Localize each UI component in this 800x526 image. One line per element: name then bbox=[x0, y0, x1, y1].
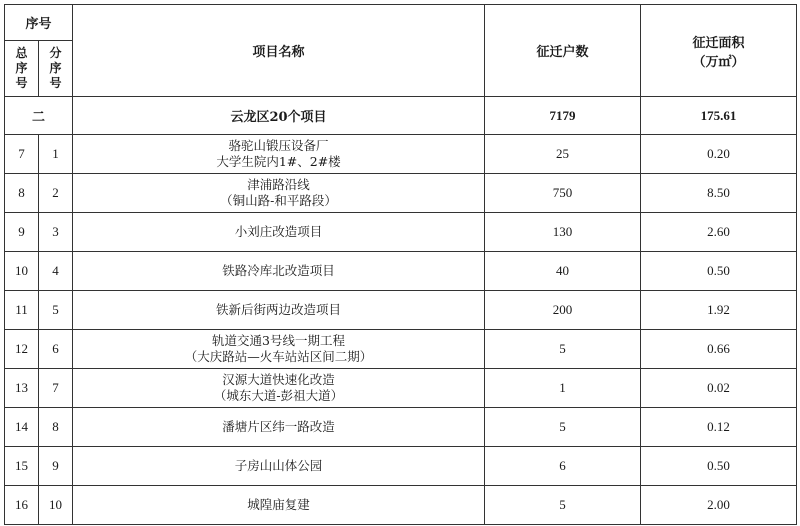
total-seq-cell: 16 bbox=[5, 486, 39, 525]
total-seq-cell: 8 bbox=[5, 174, 39, 213]
households-cell: 130 bbox=[485, 213, 641, 252]
households-cell: 1 bbox=[485, 369, 641, 408]
sub-seq-cell: 7 bbox=[39, 369, 73, 408]
area-cell: 0.20 bbox=[641, 135, 797, 174]
project-name-line1: 轨道交通3号线一期工程 bbox=[212, 333, 345, 348]
project-name-line1: 骆驼山锻压设备厂 bbox=[228, 138, 329, 153]
project-name-line1: 铁新后街两边改造项目 bbox=[216, 302, 342, 317]
table-row bbox=[5, 486, 797, 525]
project-name-line1: 铁路冷库北改造项目 bbox=[222, 263, 335, 278]
table-row bbox=[5, 213, 797, 252]
project-name-cell bbox=[73, 174, 485, 213]
project-name-cell bbox=[73, 252, 485, 291]
total-seq-cell: 9 bbox=[5, 213, 39, 252]
table-row bbox=[5, 135, 797, 174]
project-name-line2: 大学生院内1#、2#楼 bbox=[216, 154, 341, 169]
households-cell: 5 bbox=[485, 408, 641, 447]
area-cell: 0.02 bbox=[641, 369, 797, 408]
area-cell: 2.00 bbox=[641, 486, 797, 525]
project-name-line1: 城隍庙复建 bbox=[247, 497, 310, 512]
total-seq-cell: 15 bbox=[5, 447, 39, 486]
project-name-line2: （城东大道-彭祖大道） bbox=[213, 388, 344, 403]
area-header-line2: （万㎡） bbox=[692, 54, 745, 70]
project-name-cell bbox=[73, 135, 485, 174]
total-seq-cell: 12 bbox=[5, 330, 39, 369]
sub-seq-cell: 8 bbox=[39, 408, 73, 447]
table-row bbox=[5, 291, 797, 330]
project-name-cell bbox=[73, 291, 485, 330]
area-cell: 1.92 bbox=[641, 291, 797, 330]
group-label: 二 bbox=[5, 97, 73, 135]
households-cell: 25 bbox=[485, 135, 641, 174]
seq-header: 序号 bbox=[5, 5, 73, 41]
project-name-header: 项目名称 bbox=[73, 5, 485, 97]
project-name-cell bbox=[73, 330, 485, 369]
sub-seq-cell: 5 bbox=[39, 291, 73, 330]
table-row bbox=[5, 447, 797, 486]
sub-seq-cell: 6 bbox=[39, 330, 73, 369]
households-cell: 40 bbox=[485, 252, 641, 291]
table-row bbox=[5, 252, 797, 291]
total-seq-cell: 10 bbox=[5, 252, 39, 291]
project-name-line1: 潘塘片区纬一路改造 bbox=[222, 419, 335, 434]
total-seq-cell: 11 bbox=[5, 291, 39, 330]
area-header-line1: 征迁面积 bbox=[692, 35, 745, 51]
area-cell: 8.50 bbox=[641, 174, 797, 213]
group-households: 7179 bbox=[485, 97, 641, 135]
project-name-cell bbox=[73, 408, 485, 447]
sub-seq-cell: 4 bbox=[39, 252, 73, 291]
group-area: 175.61 bbox=[641, 97, 797, 135]
area-cell: 0.50 bbox=[641, 252, 797, 291]
group-name: 云龙区20个项目 bbox=[73, 97, 485, 135]
table-row bbox=[5, 369, 797, 408]
sub-seq-cell: 2 bbox=[39, 174, 73, 213]
sub-seq-header bbox=[39, 41, 73, 97]
project-name-line1: 子房山山体公园 bbox=[234, 458, 323, 473]
total-seq-cell: 14 bbox=[5, 408, 39, 447]
project-name-line1: 小刘庄改造项目 bbox=[234, 224, 323, 239]
header-row-1 bbox=[5, 5, 797, 41]
project-name-line1: 汉源大道快速化改造 bbox=[222, 372, 335, 387]
table-row bbox=[5, 330, 797, 369]
sub-seq-cell: 10 bbox=[39, 486, 73, 525]
households-cell: 5 bbox=[485, 486, 641, 525]
total-seq-cell: 7 bbox=[5, 135, 39, 174]
area-cell: 0.50 bbox=[641, 447, 797, 486]
project-name-cell bbox=[73, 369, 485, 408]
relocation-table bbox=[4, 4, 797, 525]
sub-seq-text: 分序号 bbox=[49, 46, 62, 90]
sub-seq-cell: 1 bbox=[39, 135, 73, 174]
area-cell: 0.12 bbox=[641, 408, 797, 447]
project-name-cell bbox=[73, 213, 485, 252]
households-cell: 200 bbox=[485, 291, 641, 330]
total-seq-cell: 13 bbox=[5, 369, 39, 408]
project-name-line2: （大庆路站—火车站站区间二期） bbox=[184, 349, 373, 364]
project-name-line1: 津浦路沿线 bbox=[247, 177, 310, 192]
area-header bbox=[641, 5, 797, 97]
households-cell: 750 bbox=[485, 174, 641, 213]
total-seq-text: 总序号 bbox=[15, 46, 28, 90]
table-row bbox=[5, 408, 797, 447]
sub-seq-cell: 3 bbox=[39, 213, 73, 252]
project-name-cell bbox=[73, 486, 485, 525]
area-cell: 0.66 bbox=[641, 330, 797, 369]
table-row bbox=[5, 174, 797, 213]
project-name-cell bbox=[73, 447, 485, 486]
project-name-line2: （铜山路-和平路段） bbox=[220, 193, 337, 208]
households-cell: 6 bbox=[485, 447, 641, 486]
households-header: 征迁户数 bbox=[485, 5, 641, 97]
group-row bbox=[5, 97, 797, 135]
sub-seq-cell: 9 bbox=[39, 447, 73, 486]
area-cell: 2.60 bbox=[641, 213, 797, 252]
total-seq-header bbox=[5, 41, 39, 97]
households-cell: 5 bbox=[485, 330, 641, 369]
